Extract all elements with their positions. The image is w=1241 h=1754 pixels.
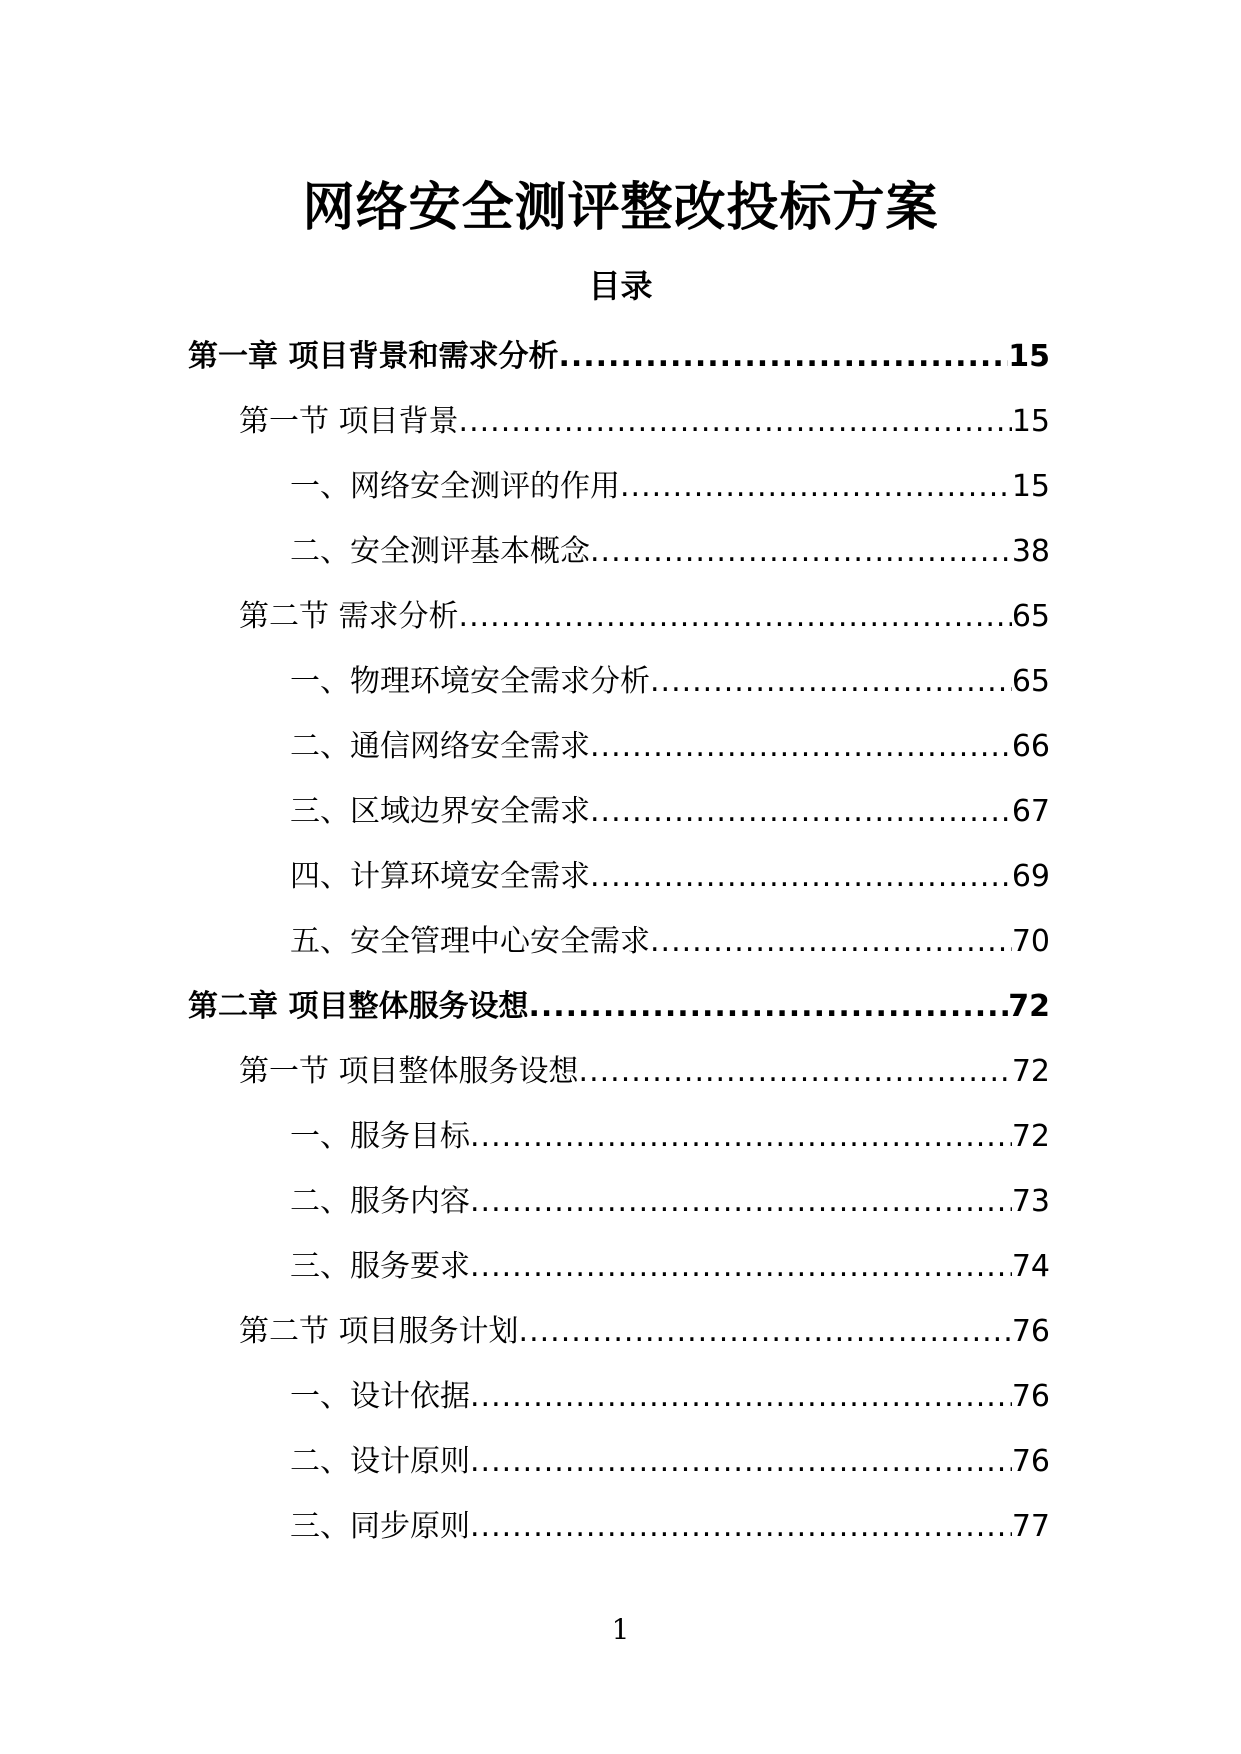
toc-entry-page: 38: [1011, 533, 1050, 569]
toc-entry[interactable]: [0, 519, 1241, 584]
toc-heading: 目录: [588, 267, 653, 305]
toc-dot-leader: [590, 532, 1012, 572]
toc-entry-label: 五、安全管理中心安全需求: [290, 923, 650, 959]
toc-entry-page: 67: [1011, 793, 1050, 829]
toc-dot-leader: [579, 1052, 1012, 1092]
toc-dot-leader: [459, 597, 1012, 637]
toc-dot-leader: [470, 1507, 1012, 1547]
toc-entry-label: 第一章 项目背景和需求分析: [188, 338, 559, 374]
toc-entry-label: 第二章 项目整体服务设想: [188, 988, 529, 1024]
toc-entry-page: 69: [1011, 858, 1050, 894]
toc-entry-page: 76: [1011, 1313, 1050, 1349]
toc-entry[interactable]: [0, 1039, 1241, 1104]
toc-entry[interactable]: [0, 584, 1241, 649]
toc-entry[interactable]: [0, 1234, 1241, 1299]
toc-dot-leader: [459, 402, 1012, 442]
toc-entry-label: 一、网络安全测评的作用: [290, 468, 620, 504]
toc-entry-page: 72: [1008, 988, 1050, 1024]
table-of-contents: [0, 324, 1241, 1559]
toc-dot-leader: [470, 1247, 1012, 1287]
toc-dot-leader: [590, 857, 1012, 897]
toc-entry-label: 一、设计依据: [290, 1378, 470, 1414]
toc-entry-page: 70: [1011, 923, 1050, 959]
toc-entry[interactable]: [0, 1364, 1241, 1429]
toc-entry-page: 77: [1011, 1508, 1050, 1544]
toc-entry[interactable]: [0, 1429, 1241, 1494]
toc-entry-page: 66: [1011, 728, 1050, 764]
toc-dot-leader: [470, 1377, 1012, 1417]
toc-entry-label: 二、安全测评基本概念: [290, 533, 590, 569]
toc-entry[interactable]: [0, 1169, 1241, 1234]
toc-entry[interactable]: [0, 909, 1241, 974]
toc-entry-label: 二、服务内容: [290, 1183, 470, 1219]
toc-entry-label: 第二节 项目服务计划: [239, 1313, 519, 1349]
toc-entry-page: 15: [1011, 403, 1050, 439]
toc-dot-leader: [519, 1312, 1012, 1352]
toc-dot-leader: [528, 987, 1008, 1027]
toc-entry[interactable]: [0, 1494, 1241, 1559]
toc-entry-label: 二、通信网络安全需求: [290, 728, 590, 764]
document-title: 网络安全测评整改投标方案: [302, 178, 939, 238]
toc-entry-page: 74: [1011, 1248, 1050, 1284]
toc-entry-page: 76: [1011, 1378, 1050, 1414]
toc-entry[interactable]: [0, 1104, 1241, 1169]
toc-entry-label: 三、服务要求: [290, 1248, 470, 1284]
toc-dot-leader: [470, 1442, 1012, 1482]
toc-dot-leader: [590, 727, 1012, 767]
toc-entry-label: 四、计算环境安全需求: [290, 858, 590, 894]
toc-entry[interactable]: [0, 454, 1241, 519]
toc-entry[interactable]: [0, 1299, 1241, 1364]
toc-dot-leader: [650, 922, 1012, 962]
toc-entry[interactable]: [0, 649, 1241, 714]
toc-entry-label: 一、服务目标: [290, 1118, 470, 1154]
toc-entry-label: 第二节 需求分析: [239, 598, 459, 634]
toc-entry-page: 15: [1008, 338, 1050, 374]
toc-entry-page: 65: [1011, 663, 1050, 699]
toc-entry-page: 65: [1011, 598, 1050, 634]
toc-entry-label: 三、同步原则: [290, 1508, 470, 1544]
toc-entry-label: 第一节 项目整体服务设想: [239, 1053, 579, 1089]
toc-dot-leader: [590, 792, 1012, 832]
toc-entry[interactable]: [0, 844, 1241, 909]
toc-entry-page: 72: [1011, 1118, 1050, 1154]
toc-entry[interactable]: [0, 324, 1241, 389]
toc-entry-label: 三、区域边界安全需求: [290, 793, 590, 829]
toc-entry-page: 76: [1011, 1443, 1050, 1479]
toc-dot-leader: [620, 467, 1012, 507]
toc-entry-page: 73: [1011, 1183, 1050, 1219]
toc-dot-leader: [650, 662, 1012, 702]
toc-entry-label: 一、物理环境安全需求分析: [290, 663, 650, 699]
toc-dot-leader: [470, 1117, 1012, 1157]
toc-entry[interactable]: [0, 779, 1241, 844]
toc-dot-leader: [470, 1182, 1012, 1222]
toc-entry[interactable]: [0, 389, 1241, 454]
toc-entry-page: 15: [1011, 468, 1050, 504]
page-number: 1: [611, 1613, 630, 1646]
toc-entry-label: 二、设计原则: [290, 1443, 470, 1479]
toc-entry-label: 第一节 项目背景: [239, 403, 459, 439]
toc-entry[interactable]: [0, 974, 1241, 1039]
toc-entry[interactable]: [0, 714, 1241, 779]
toc-dot-leader: [558, 337, 1008, 377]
toc-entry-page: 72: [1011, 1053, 1050, 1089]
